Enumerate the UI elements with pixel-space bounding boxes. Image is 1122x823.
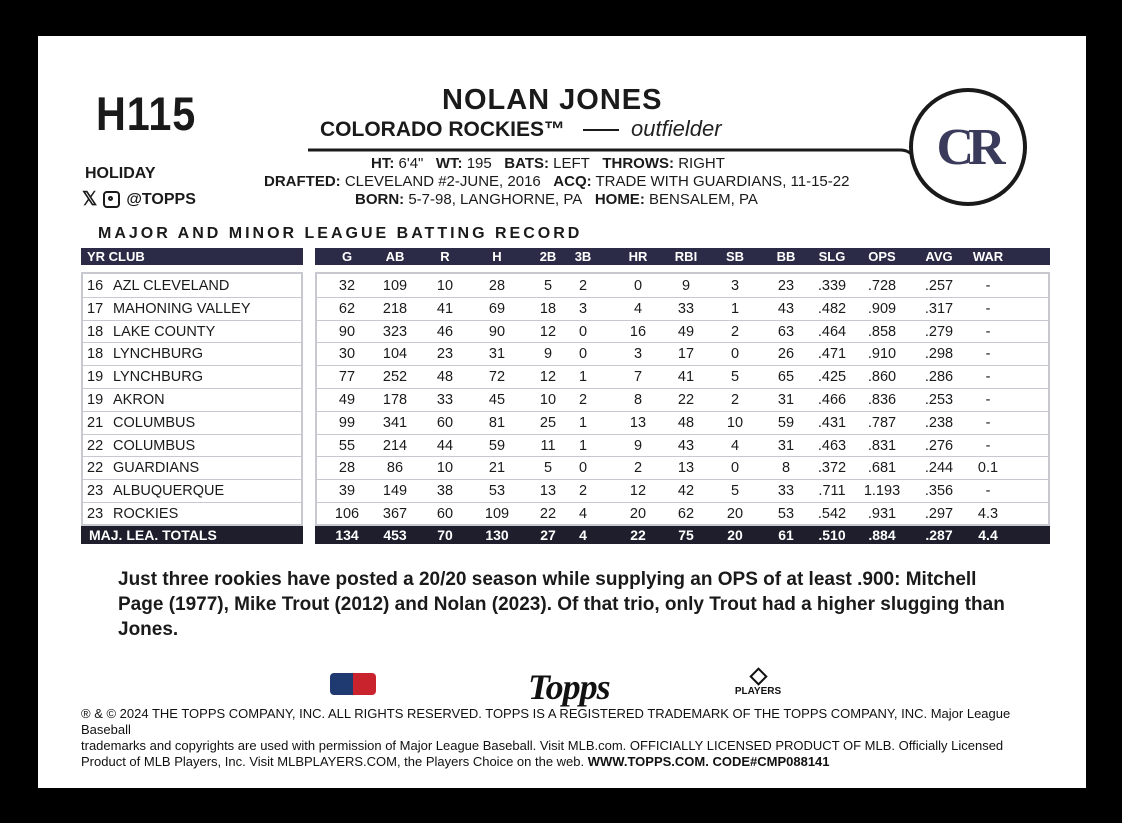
cell-sb: 2	[730, 392, 740, 408]
table-row-values	[315, 275, 1050, 297]
cell-slg: .339	[817, 278, 847, 294]
bio-line-3: BORN: 5-7-98, LANGHORNE, PA HOME: BENSALEM, PA	[355, 191, 758, 208]
cell-war: -	[985, 437, 991, 454]
row-year: 23	[87, 483, 104, 500]
cell-2b: 22	[539, 506, 557, 522]
table-row	[87, 321, 301, 343]
table-row	[87, 435, 301, 457]
cell-h: 72	[488, 369, 506, 386]
table-row-values	[315, 321, 1050, 343]
cell-war: -	[985, 346, 991, 363]
total-ops: .884	[868, 527, 896, 543]
cell-hr: 16	[629, 323, 647, 340]
x-icon: 𝕏	[82, 189, 98, 210]
cell-sb: 10	[726, 414, 744, 431]
cell-hr: 13	[629, 414, 647, 431]
cell-ab: 86	[386, 460, 404, 477]
cell-avg: .276	[924, 437, 954, 454]
cell-3b: 3	[578, 300, 588, 317]
cell-sb: 5	[730, 369, 740, 386]
total-rbi: 75	[678, 527, 694, 543]
cell-avg: .286	[924, 369, 954, 386]
cell-g: 62	[338, 300, 356, 317]
cell-bb: 31	[777, 437, 795, 454]
card-back	[38, 36, 1086, 788]
col-header-sb: SB	[725, 249, 745, 264]
cell-rbi: 48	[677, 414, 695, 431]
cell-2b: 9	[543, 346, 553, 363]
row-club: GUARDIANS	[113, 460, 200, 477]
col-header-avg: AVG	[925, 249, 953, 264]
players-diamond-icon	[749, 667, 767, 685]
cell-war: -	[985, 483, 991, 500]
player-name: NOLAN JONES	[442, 84, 663, 116]
col-header-hr: HR	[628, 249, 648, 264]
cell-rbi: 9	[681, 278, 691, 294]
cell-3b: 0	[578, 460, 588, 477]
cell-rbi: 22	[677, 392, 695, 408]
cell-bb: 53	[777, 506, 795, 522]
cell-war: -	[985, 392, 991, 408]
topps-logo: Topps	[528, 667, 610, 707]
cell-avg: .257	[924, 278, 954, 294]
cell-ops: .681	[867, 460, 897, 477]
col-header-r: R	[440, 249, 450, 264]
cell-r: 23	[436, 346, 454, 363]
cell-ops: .836	[867, 392, 897, 408]
cell-hr: 0	[633, 278, 643, 294]
cell-sb: 3	[730, 278, 740, 294]
cell-r: 46	[436, 323, 454, 340]
cell-h: 69	[488, 300, 506, 317]
cell-slg: .711	[818, 483, 846, 500]
total-3b: 4	[579, 527, 587, 543]
cell-ops: .831	[867, 437, 897, 454]
cell-war: 4.3	[977, 506, 999, 522]
total-bb: 61	[778, 527, 794, 543]
cell-2b: 12	[539, 323, 557, 340]
table-row-values	[315, 366, 1050, 388]
total-slg: .510	[818, 527, 846, 543]
row-year: 23	[87, 506, 104, 522]
cell-r: 60	[436, 506, 454, 522]
table-row-values	[315, 343, 1050, 365]
total-war: 4.4	[978, 527, 998, 543]
total-g: 134	[335, 527, 359, 543]
cell-ab: 252	[382, 369, 408, 386]
team-name: COLORADO ROCKIES™	[320, 118, 566, 141]
col-header-h: H	[492, 249, 502, 264]
cell-ab: 104	[382, 346, 408, 363]
cell-avg: .298	[924, 346, 954, 363]
cell-sb: 2	[730, 323, 740, 340]
cell-bb: 59	[777, 414, 795, 431]
cell-g: 99	[338, 414, 356, 431]
table-row	[87, 343, 301, 365]
cell-h: 45	[488, 392, 506, 408]
cell-avg: .253	[924, 392, 954, 408]
row-club: AZL CLEVELAND	[113, 278, 230, 294]
cell-g: 55	[338, 437, 356, 454]
cell-g: 106	[334, 506, 360, 522]
cell-ops: .909	[867, 300, 897, 317]
col-header-ops: OPS	[868, 249, 896, 264]
cell-ab: 218	[382, 300, 408, 317]
cell-r: 41	[436, 300, 454, 317]
cell-slg: .425	[817, 369, 847, 386]
cell-g: 30	[338, 346, 356, 363]
cell-bb: 65	[777, 369, 795, 386]
cell-rbi: 49	[677, 323, 695, 340]
col-header-2b: 2B	[539, 249, 557, 264]
cell-r: 38	[436, 483, 454, 500]
cell-3b: 4	[578, 506, 588, 522]
cell-rbi: 33	[677, 300, 695, 317]
cell-avg: .297	[924, 506, 954, 522]
row-club: LAKE COUNTY	[113, 323, 216, 340]
cell-war: -	[985, 323, 991, 340]
cell-3b: 1	[578, 437, 588, 454]
cell-war: -	[985, 414, 991, 431]
cell-2b: 12	[539, 369, 557, 386]
cell-2b: 18	[539, 300, 557, 317]
col-header-ab: AB	[385, 249, 405, 264]
cell-3b: 2	[578, 392, 588, 408]
total-h: 130	[485, 527, 509, 543]
totals-label: MAJ. LEA. TOTALS	[81, 526, 303, 544]
cell-3b: 0	[578, 346, 588, 363]
row-year: 19	[87, 369, 104, 386]
cell-ops: .910	[867, 346, 897, 363]
col-header-war: WAR	[972, 249, 1004, 264]
cell-rbi: 13	[677, 460, 695, 477]
bio-line-2: DRAFTED: CLEVELAND #2-JUNE, 2016 ACQ: TRADE WITH GUARDIANS, 11-15-22	[264, 173, 850, 190]
cell-rbi: 41	[677, 369, 695, 386]
cell-h: 53	[488, 483, 506, 500]
cell-war: -	[985, 300, 991, 317]
table-row	[87, 389, 301, 411]
cell-r: 44	[436, 437, 454, 454]
table-row-values	[315, 389, 1050, 411]
cell-h: 31	[488, 346, 506, 363]
col-header-bb: BB	[776, 249, 796, 264]
cell-h: 109	[484, 506, 510, 522]
cell-r: 10	[436, 278, 454, 294]
social-handle: @TOPPS	[126, 190, 196, 208]
set-name: HOLIDAY	[85, 165, 156, 182]
cell-bb: 26	[777, 346, 795, 363]
cell-bb: 63	[777, 323, 795, 340]
cell-hr: 20	[629, 506, 647, 522]
player-position: outfielder	[631, 116, 722, 141]
table-row	[87, 480, 301, 502]
cell-war: 0.1	[977, 460, 999, 477]
col-header-slg: SLG	[818, 249, 846, 264]
cell-2b: 10	[539, 392, 557, 408]
cell-avg: .356	[924, 483, 954, 500]
legal-text: ® & © 2024 THE TOPPS COMPANY, INC. ALL RIGHTS RESERVED. TOPPS IS A REGISTERED TRADEMARK OF THE TOPPS COMPANY, INC. Major League Baseball trademarks and copyrights are used with permission of Major League Baseball. Visit MLB.com. OFFICIALLY LICENSED PRODUCT OF MLB. Officially Licensed Product of MLB Players, Inc. Visit MLBPLAYERS.COM, the Players Choice on the web. WWW.TOPPS.COM. CODE#CMP088141	[81, 706, 1011, 769]
row-club: ROCKIES	[113, 506, 179, 522]
cell-slg: .482	[817, 300, 847, 317]
col-header-g: G	[341, 249, 353, 264]
table-row-values	[315, 412, 1050, 434]
cell-bb: 43	[777, 300, 795, 317]
cell-ops: .858	[867, 323, 897, 340]
cell-avg: .317	[924, 300, 954, 317]
cell-hr: 12	[629, 483, 647, 500]
table-row-values	[315, 435, 1050, 457]
cell-ab: 178	[382, 392, 408, 408]
cell-3b: 0	[578, 323, 588, 340]
cell-2b: 5	[543, 278, 553, 294]
row-club: COLUMBUS	[113, 437, 196, 454]
row-club: ALBUQUERQUE	[113, 483, 225, 500]
cell-sb: 20	[726, 506, 744, 522]
stats-title: MAJOR AND MINOR LEAGUE BATTING RECORD	[98, 225, 583, 242]
cell-ops: .860	[867, 369, 897, 386]
cell-rbi: 62	[677, 506, 695, 522]
cell-rbi: 17	[677, 346, 695, 363]
cell-g: 77	[338, 369, 356, 386]
row-club: LYNCHBURG	[113, 346, 203, 363]
total-avg: .287	[925, 527, 953, 543]
cell-ops: .931	[867, 506, 897, 522]
cell-slg: .471	[817, 346, 847, 363]
cell-war: -	[985, 369, 991, 386]
table-row	[87, 366, 301, 388]
cell-ab: 367	[382, 506, 408, 522]
total-sb: 20	[727, 527, 743, 543]
cell-h: 59	[488, 437, 506, 454]
cell-slg: .466	[817, 392, 847, 408]
cell-ab: 323	[382, 323, 408, 340]
cell-3b: 2	[578, 483, 588, 500]
cell-r: 60	[436, 414, 454, 431]
cell-ab: 109	[382, 278, 408, 294]
cell-hr: 2	[633, 460, 643, 477]
cell-2b: 11	[540, 437, 556, 454]
total-r: 70	[437, 527, 453, 543]
col-header-3b: 3B	[574, 249, 592, 264]
table-row-values	[315, 503, 1050, 525]
cell-r: 33	[436, 392, 454, 408]
cell-slg: .372	[817, 460, 847, 477]
cell-3b: 1	[578, 369, 588, 386]
cell-slg: .464	[817, 323, 847, 340]
table-row-values	[315, 457, 1050, 479]
total-ab: 453	[383, 527, 407, 543]
row-club: AKRON	[113, 392, 165, 408]
stats-rows	[38, 36, 1086, 556]
cell-g: 49	[338, 392, 356, 408]
row-club: MAHONING VALLEY	[113, 300, 251, 317]
cell-2b: 13	[539, 483, 557, 500]
cell-rbi: 42	[677, 483, 695, 500]
cell-sb: 0	[730, 460, 740, 477]
total-2b: 27	[540, 527, 556, 543]
cell-slg: .542	[817, 506, 847, 522]
table-row	[87, 503, 301, 525]
table-row	[87, 275, 301, 297]
player-blurb: Just three rookies have posted a 20/20 season while supplying an OPS of at least .900: Mitchell Page (1977), Mike Trout (2012) and Nolan (2023). Of that trio, only Trout had a higher slugging than Jones.	[118, 569, 1005, 640]
table-row	[87, 412, 301, 434]
card-number: H115	[96, 87, 197, 140]
yr-club-header: YR CLUB	[87, 249, 145, 264]
cell-bb: 8	[781, 460, 791, 477]
cell-g: 32	[338, 278, 356, 294]
cell-g: 90	[338, 323, 356, 340]
totals-row	[315, 526, 1050, 544]
cell-bb: 33	[777, 483, 795, 500]
cell-h: 90	[488, 323, 506, 340]
cell-avg: .238	[924, 414, 954, 431]
bio-line-1: HT: 6'4" WT: 195 BATS: LEFT THROWS: RIGHT	[371, 155, 725, 172]
cell-2b: 25	[539, 414, 557, 431]
row-club: COLUMBUS	[113, 414, 196, 431]
cell-hr: 4	[633, 300, 643, 317]
cell-r: 10	[436, 460, 454, 477]
cell-hr: 7	[633, 369, 643, 386]
total-hr: 22	[630, 527, 646, 543]
cell-sb: 0	[730, 346, 740, 363]
cell-g: 28	[338, 460, 356, 477]
cell-rbi: 43	[677, 437, 695, 454]
cell-avg: .244	[924, 460, 954, 477]
row-club: LYNCHBURG	[113, 369, 203, 386]
cell-avg: .279	[924, 323, 954, 340]
row-year: 16	[87, 278, 104, 294]
row-year: 18	[87, 323, 104, 340]
cell-ab: 341	[382, 414, 408, 431]
cell-r: 48	[436, 369, 454, 386]
row-year: 18	[87, 346, 104, 363]
row-year: 17	[87, 300, 104, 317]
table-row-values	[315, 298, 1050, 320]
cell-h: 21	[488, 460, 506, 477]
row-year: 19	[87, 392, 104, 408]
cell-g: 39	[338, 483, 356, 500]
mlb-logo	[330, 673, 376, 695]
team-logo-text: CR	[936, 118, 1000, 176]
row-year: 22	[87, 437, 104, 454]
cell-war: -	[985, 278, 991, 294]
table-row-values	[315, 480, 1050, 502]
cell-ops: .728	[867, 278, 897, 294]
table-row	[87, 457, 301, 479]
cell-hr: 9	[633, 437, 643, 454]
cell-slg: .463	[817, 437, 847, 454]
cell-ab: 149	[382, 483, 408, 500]
cell-ab: 214	[382, 437, 408, 454]
col-header-rbi: RBI	[674, 249, 698, 264]
cell-ops: 1.193	[863, 483, 901, 500]
cell-hr: 8	[633, 392, 643, 408]
cell-sb: 1	[730, 300, 740, 317]
cell-bb: 31	[777, 392, 795, 408]
cell-bb: 23	[777, 278, 795, 294]
cell-ops: .787	[867, 414, 897, 431]
row-year: 22	[87, 460, 104, 477]
cell-h: 81	[488, 414, 506, 431]
row-year: 21	[87, 414, 104, 431]
cell-3b: 2	[578, 278, 588, 294]
table-row	[87, 298, 301, 320]
cell-hr: 3	[633, 346, 643, 363]
cell-h: 28	[488, 278, 506, 294]
cell-sb: 4	[730, 437, 740, 454]
players-logo: PLAYERS	[728, 670, 788, 697]
cell-sb: 5	[730, 483, 740, 500]
cell-3b: 1	[578, 414, 588, 431]
cell-2b: 5	[543, 460, 553, 477]
cell-slg: .431	[817, 414, 847, 431]
